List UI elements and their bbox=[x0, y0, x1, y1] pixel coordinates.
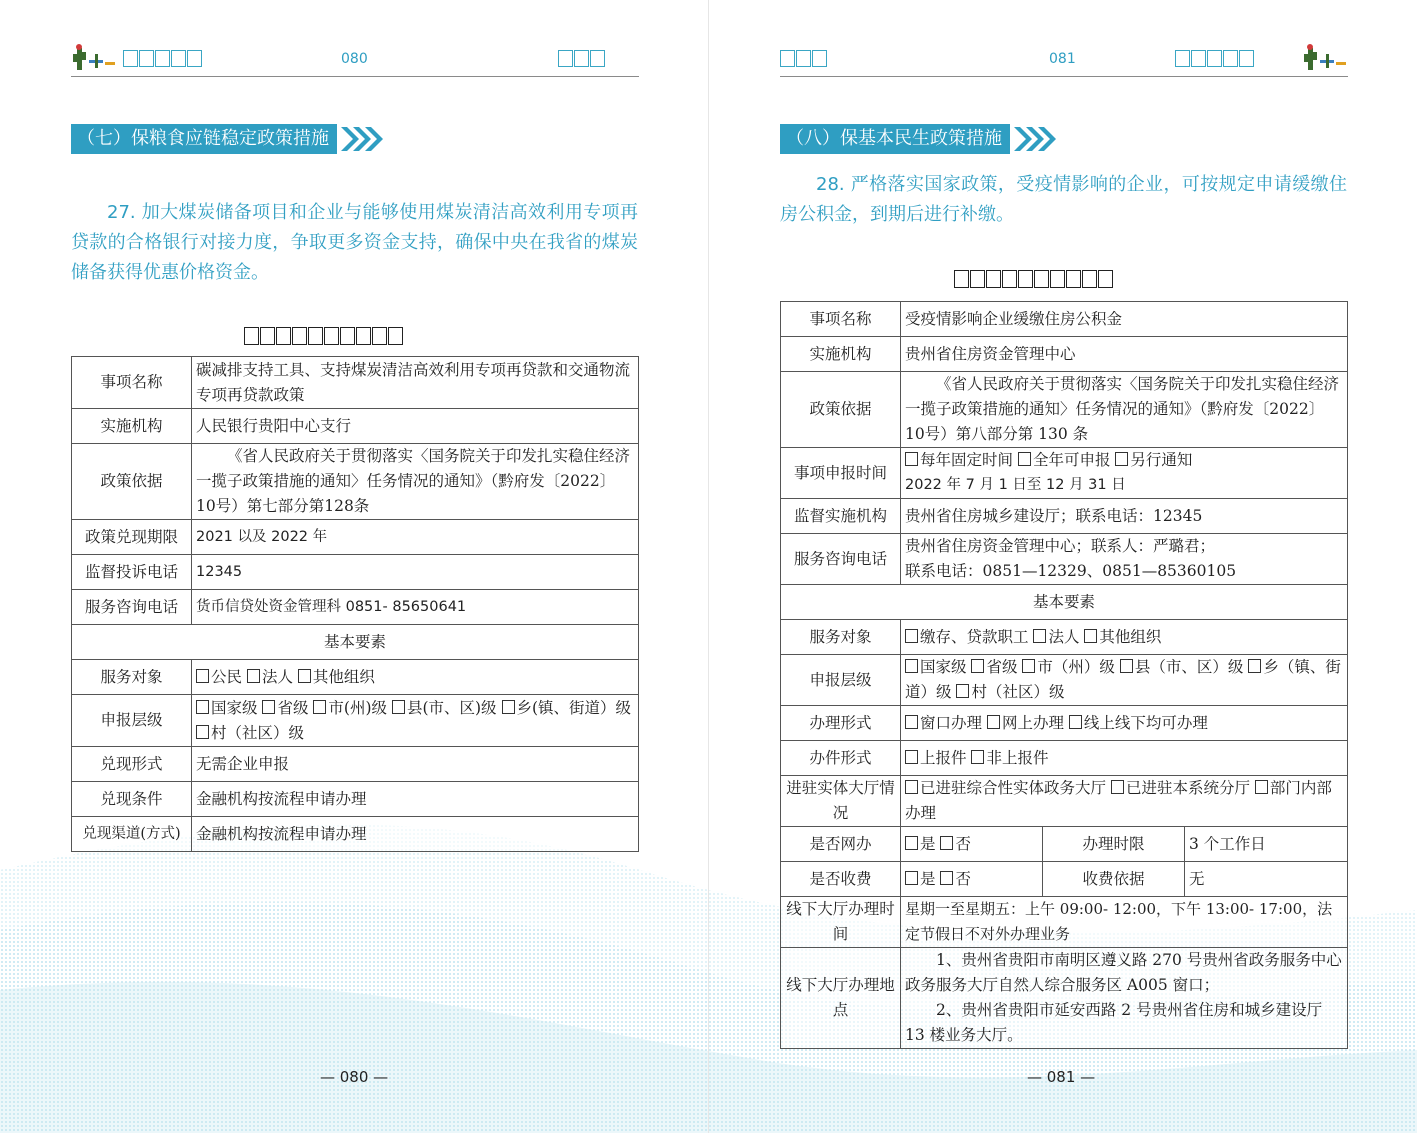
checkbox-group: 是 否 bbox=[901, 862, 1043, 897]
table-row: 服务咨询电话 贵州省住房资金管理中心；联系人：严璐君； 联系电话：0851—12329、0851—85360105 bbox=[781, 534, 1348, 585]
checkbox[interactable] bbox=[1084, 629, 1097, 643]
table-row: 基本要素 bbox=[781, 585, 1348, 620]
table-row: 办理形式 窗口办理 网上办理 线上线下均可办理 bbox=[781, 706, 1348, 741]
checkbox-group: 国家级 省级 市(州)级 县(市、区)级 乡(镇、街道）级 村（社区）级 bbox=[192, 695, 639, 747]
header-page-number: 080 bbox=[341, 51, 368, 67]
table-row: 政策依据 《省人民政府关于贯彻落实〈国务院关于印发扎实稳住经济一揽子政策措施的通知〉任务情况的通知》（黔府发〔2022〕10号）第八部分第 130 条 bbox=[781, 372, 1348, 448]
table-row: 兑现条件 金融机构按流程申请办理 bbox=[72, 782, 639, 817]
section-title: （八）保基本民生政策措施 bbox=[780, 124, 1010, 154]
checkbox[interactable] bbox=[1033, 629, 1046, 643]
checkbox-group: 公民 法人 其他组织 bbox=[192, 660, 639, 695]
checkbox[interactable] bbox=[1115, 452, 1128, 466]
checkbox[interactable] bbox=[1120, 659, 1133, 673]
checkbox[interactable] bbox=[905, 750, 918, 764]
checkbox[interactable] bbox=[905, 871, 918, 885]
table-row: 事项申报时间 每年固定时间 全年可申报 另行通知 2022 年 7 月 1 日至 12 月 31 日 bbox=[781, 448, 1348, 499]
checkbox[interactable] bbox=[1111, 780, 1124, 794]
table-row: 兑现形式 无需企业申报 bbox=[72, 747, 639, 782]
checkbox-group: 每年固定时间 全年可申报 另行通知 2022 年 7 月 1 日至 12 月 31 日 bbox=[901, 448, 1348, 499]
header-title-right bbox=[558, 50, 605, 70]
checkbox-group: 上报件 非上报件 bbox=[901, 741, 1348, 776]
table-row: 基本要素 bbox=[72, 625, 639, 660]
checkbox[interactable] bbox=[1069, 715, 1082, 729]
checkbox-group: 缴存、贷款职工 法人 其他组织 bbox=[901, 620, 1348, 655]
table-title bbox=[954, 270, 1113, 290]
section-heading bbox=[780, 124, 1058, 154]
checkbox[interactable] bbox=[971, 750, 984, 764]
table-row: 监督实施机构 贵州省住房城乡建设厅；联系电话：12345 bbox=[781, 499, 1348, 534]
table-row: 是否收费 是 否 收费依据 无 bbox=[781, 862, 1348, 897]
checkbox[interactable] bbox=[905, 780, 918, 794]
checkbox[interactable] bbox=[313, 700, 326, 714]
checkbox[interactable] bbox=[905, 836, 918, 850]
checkbox-group: 国家级 省级 市（州）级 县（市、区）级 乡（镇、街道）级 村（社区）级 bbox=[901, 655, 1348, 706]
table-row: 实施机构 人民银行贵阳中心支行 bbox=[72, 409, 639, 444]
right-page bbox=[709, 0, 1417, 1133]
cactus-logo-icon bbox=[1302, 42, 1348, 72]
table-row: 服务咨询电话 货币信贷处资金管理科 0851- 85650641 bbox=[72, 590, 639, 625]
table-row: 线下大厅办理时间 星期一至星期五：上午 09:00- 12:00，下午 13:00- 17:00，法定节假日不对外办理业务 bbox=[781, 897, 1348, 948]
table-row: 服务对象 公民 法人 其他组织 bbox=[72, 660, 639, 695]
checkbox[interactable] bbox=[196, 700, 209, 714]
table-row: 事项名称 碳减排支持工具、支持煤炭清洁高效利用专项再贷款和交通物流专项再贷款政策 bbox=[72, 357, 639, 409]
checkbox[interactable] bbox=[905, 452, 918, 466]
chevrons-icon bbox=[339, 124, 385, 154]
section-title: （七）保粮食应链稳定政策措施 bbox=[71, 124, 337, 154]
checkbox[interactable] bbox=[298, 669, 311, 683]
checkbox[interactable] bbox=[905, 715, 918, 729]
checkbox[interactable] bbox=[987, 715, 1000, 729]
checkbox-group: 窗口办理 网上办理 线上线下均可办理 bbox=[901, 706, 1348, 741]
checkbox[interactable] bbox=[940, 836, 953, 850]
table-row: 进驻实体大厅情况 已进驻综合性实体政务大厅 已进驻本系统分厅 部门内部办理 bbox=[781, 776, 1348, 827]
checkbox[interactable] bbox=[940, 871, 953, 885]
header-page-number: 081 bbox=[1049, 51, 1076, 67]
checkbox[interactable] bbox=[956, 684, 969, 698]
policy-table bbox=[71, 356, 639, 852]
table-title bbox=[244, 327, 403, 347]
checkbox[interactable] bbox=[196, 725, 209, 739]
chevrons-icon bbox=[1012, 124, 1058, 154]
page-footer: — 081 — bbox=[1027, 1068, 1096, 1086]
table-row: 监督投诉电话 12345 bbox=[72, 555, 639, 590]
table-row: 线下大厅办理地点 1、贵州省贵阳市南明区遵义路 270 号贵州省政务服务中心政务服务大厅自然人综合服务区 A005 窗口； 2、贵州省贵阳市延安西路 2 号贵州省住房和城乡建设厅 13 楼业务大厅。 bbox=[781, 948, 1348, 1049]
table-row: 申报层级 国家级 省级 市(州)级 县(市、区)级 乡(镇、街道）级 村（社区）级 bbox=[72, 695, 639, 747]
page-header bbox=[71, 40, 639, 77]
checkbox[interactable] bbox=[905, 659, 918, 673]
checkbox[interactable] bbox=[196, 669, 209, 683]
checkbox[interactable] bbox=[971, 659, 984, 673]
checkbox[interactable] bbox=[1255, 780, 1268, 794]
header-title-left bbox=[780, 50, 827, 70]
checkbox[interactable] bbox=[247, 669, 260, 683]
table-row: 是否网办 是 否 办理时限 3 个工作日 bbox=[781, 827, 1348, 862]
table-row: 兑现渠道(方式) 金融机构按流程申请办理 bbox=[72, 817, 639, 852]
checkbox[interactable] bbox=[905, 629, 918, 643]
table-row: 政策依据 《省人民政府关于贯彻落实〈国务院关于印发扎实稳住经济一揽子政策措施的通知〉任务情况的通知》（黔府发〔2022〕10号）第七部分第128条 bbox=[72, 444, 639, 520]
checkbox[interactable] bbox=[502, 700, 515, 714]
checkbox[interactable] bbox=[262, 700, 275, 714]
page-header bbox=[780, 40, 1348, 77]
table-row: 实施机构 贵州省住房资金管理中心 bbox=[781, 337, 1348, 372]
table-row: 申报层级 国家级 省级 市（州）级 县（市、区）级 乡（镇、街道）级 村（社区）级 bbox=[781, 655, 1348, 706]
policy-paragraph: 27. 加大煤炭储备项目和企业与能够使用煤炭清洁高效利用专项再贷款的合格银行对接力度，争取更多资金支持，确保中央在我省的煤炭储备获得优惠价格资金。 bbox=[71, 202, 638, 283]
left-page bbox=[0, 0, 708, 1133]
cactus-logo-icon bbox=[71, 42, 117, 72]
checkbox-group: 是 否 bbox=[901, 827, 1043, 862]
checkbox-group: 已进驻综合性实体政务大厅 已进驻本系统分厅 部门内部办理 bbox=[901, 776, 1348, 827]
table-row: 政策兑现期限 2021 以及 2022 年 bbox=[72, 520, 639, 555]
policy-paragraph: 28. 严格落实国家政策，受疫情影响的企业，可按规定申请缓缴住房公积金，到期后进行补缴。 bbox=[780, 174, 1347, 225]
page-footer: — 080 — bbox=[320, 1068, 389, 1086]
header-title-left bbox=[123, 50, 202, 70]
checkbox[interactable] bbox=[1022, 659, 1035, 673]
table-row: 服务对象 缴存、贷款职工 法人 其他组织 bbox=[781, 620, 1348, 655]
checkbox[interactable] bbox=[392, 700, 405, 714]
checkbox[interactable] bbox=[1248, 659, 1261, 673]
header-title-right bbox=[1175, 50, 1254, 70]
policy-table bbox=[780, 301, 1348, 1049]
section-heading bbox=[71, 124, 385, 154]
checkbox[interactable] bbox=[1018, 452, 1031, 466]
table-row: 办件形式 上报件 非上报件 bbox=[781, 741, 1348, 776]
table-row: 事项名称 受疫情影响企业缓缴住房公积金 bbox=[781, 302, 1348, 337]
